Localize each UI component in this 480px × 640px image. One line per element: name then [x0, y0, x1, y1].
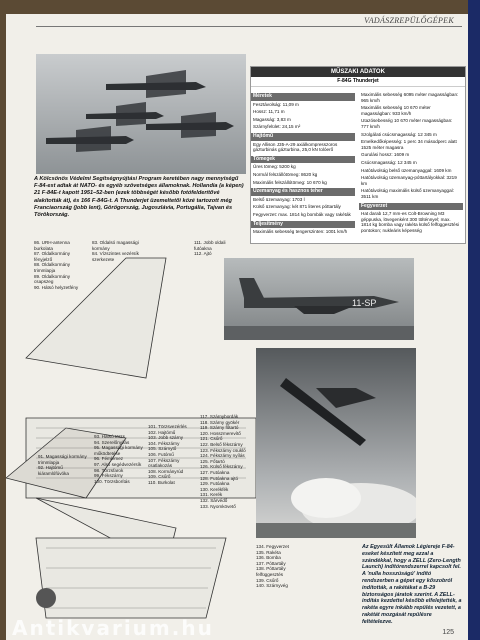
page-number: 125 [442, 629, 454, 636]
callout-label: 132. Sárvédő [200, 497, 228, 503]
callout-label: 106. Futómű [148, 451, 174, 457]
callout-label: 130. Kerékfék [200, 486, 229, 492]
callout-label: 124. Fékszárny nyílás [200, 453, 245, 459]
callout-label: 102. Hajtómű [148, 429, 176, 435]
spec-section-head: Üzemanyag és hasznos teher [251, 188, 355, 196]
labels-group-c [194, 240, 244, 257]
spec-section-head: Fegyverzet [359, 203, 463, 211]
book-spine [468, 0, 480, 640]
section-header: VADÁSZREPÜLŐGÉPEK [364, 16, 454, 25]
callout-label: 99. Fékszárny [94, 473, 123, 479]
callout-label: 101. Törzsvezérlés [148, 424, 187, 429]
spec-row: Külső üzemanyag: két 871 literes póttartály [253, 204, 341, 210]
spec-row: Szárnyfelület: 24,15 m² [253, 124, 301, 130]
spec-row: Hatótávolság üzemanyag-póttartályokkal: 3219 km [361, 175, 457, 186]
spec-section-head: Teljesítmény [251, 221, 355, 229]
spec-section-head: Hajtómű [251, 133, 355, 141]
callout-label: 89. Oldalkormány csapszeg [34, 273, 71, 285]
callout-label: 92. Hajtómű kiáramlófúvóka [38, 465, 69, 476]
callout-label: 119. Szárny főtartó [200, 425, 239, 431]
callout-label: 83. Oldalsó magassági kormány [92, 240, 139, 251]
callout-label: 84. Vízszintes vezérsík szerkezete [92, 251, 139, 262]
spec-section-head: Méretek [251, 93, 355, 101]
spec-row: Magasság: 3,83 m [253, 116, 291, 122]
callout-label: 118. Szárny gyökér [200, 419, 240, 425]
specs-title: MŰSZAKI ADATOK [251, 67, 465, 77]
callout-label: 98. Törzsfarok [94, 467, 124, 473]
callout-label: 131. Kerék [200, 492, 223, 498]
callout-label: 87. Oldalkormány fényjelző [34, 251, 71, 262]
callout-label: 121. Csűrő [200, 436, 223, 442]
labels-group-g [200, 414, 250, 509]
callout-label: 134. Fegyverzet [256, 544, 289, 549]
spec-row: Emelkedőképesség: 1 perc 34 másodperc alatt 1525 méter magasra [361, 139, 457, 150]
specs-panel [250, 66, 466, 244]
spec-row: Fegyverzet: max. 1814 kg bombák vagy rakéták [253, 211, 351, 217]
callout-label: 128. Futóakna ajtó [200, 475, 239, 481]
wheel-shape [36, 588, 56, 608]
zell-launch-graphic [256, 348, 416, 538]
callout-label: 95. Magassági kormány működtetése [94, 445, 143, 456]
callout-label: 125. Főtartó [200, 458, 225, 464]
callout-label: 97. Alsó segédvezérsík [94, 461, 142, 467]
spec-row: Csúcsmagasság: 12 345 m [361, 159, 417, 165]
specs-subtitle: F-84G Thunderjet [251, 77, 465, 87]
callout-label: 139. Csűrő [256, 577, 279, 583]
callout-label: 109. Csűrő [148, 474, 171, 480]
callout-label: 138. Póttartály felfüggesztés [256, 566, 286, 577]
callout-label: 137. Póttartály [256, 560, 286, 566]
spec-row: Utazósebesség 10 670 méter magasságban: 777 km/h [361, 118, 453, 129]
spec-row: Hatótávolság maximális külső üzemanyaggal: 3511 km [361, 188, 454, 199]
callout-label: 90. Hátsó helyzetfény [34, 284, 79, 290]
main-caption: A Kölcsönös Védelmi Segítségnyújtási Program keretében nagy mennyiségű F-84-est adtak át NATO- és egyéb szövetséges államoknak. Hollandia (a képen) 21 F-84E-t kapott 1951–52-ben (ezek többségét később fotófelderítővé alakították át), és 166 F-84G-t. A Thunderjet üzemeltetői közé tartozott még Franciaország (jobb lent), Görögország, Jugoszlávia, Portugália, Tajvan és Törökország. [34, 176, 244, 219]
callout-label: 127. Futóakna [200, 469, 230, 475]
callout-label: 108. Kormányrúd [148, 468, 184, 474]
labels-group-h [256, 544, 308, 589]
labels-group-a [34, 240, 82, 290]
labels-group-e [94, 434, 144, 484]
callout-label: 103. Jobb szárny [148, 435, 183, 441]
svg-text:11-SP: 11-SP [352, 298, 377, 308]
labels-group-d [38, 454, 88, 476]
callout-label: 123. Fékszárny csukló [200, 447, 246, 453]
photo-zell-launch [256, 348, 416, 538]
callout-label: 133. Nyomkövető [200, 503, 236, 509]
callout-label: 126. Külső fékszárny [200, 464, 243, 470]
spec-row: Maximális sebesség 6095 méter magasságban: 965 km/h [361, 92, 459, 103]
callout-label: 91. Magassági kormány trimmlapja [38, 454, 87, 465]
callout-label: 129. Futóakna [200, 481, 230, 487]
callout-label: 94. Szerelőnyílás [94, 439, 130, 445]
spec-section-head: Tömegek [251, 156, 355, 164]
spec-row: Normál felszállótömeg: 8620 kg [253, 171, 318, 177]
formation-jets-graphic [36, 54, 246, 174]
callout-label: 105. Szárnytő [148, 446, 177, 452]
callout-label: 111. Jobb oldali futóakna [194, 240, 226, 251]
spec-row: Fesztávolság: 11,09 m [253, 101, 299, 107]
labels-group-b [92, 240, 148, 262]
callout-label: 104. Fékszárny [148, 440, 180, 446]
callout-label: 120. Hosszmerevítő [200, 430, 241, 436]
callout-label: 135. Rakéta [256, 549, 281, 555]
spec-row: Egy Allison J35-A-29 axiálkompresszoros gázturbinás gázturbina, 25,0 kN tolóerő [253, 141, 338, 153]
specs-left-col [251, 91, 355, 236]
spec-row: Gurulási hossz: 1609 m [361, 152, 410, 158]
spec-row: Hossz: 11,71 m [253, 109, 285, 115]
callout-label: 140. Szárnyvég [256, 583, 288, 589]
callout-label: 136. Bomba [256, 555, 281, 561]
spec-row: Maximális sebesség 10 670 méter magasságban: 933 km/h [361, 105, 431, 116]
callout-label: 86. URH-antenna burkolata [34, 240, 70, 251]
spec-row: Hatótávolság belső üzemanyaggal: 1609 km [361, 167, 452, 173]
spec-row: Belső üzemanyag: 1703 l [253, 196, 305, 202]
spec-row: Maximális sebesség tengerszinten: 1001 km/h [253, 229, 348, 235]
labels-group-f [148, 424, 196, 486]
body-text: Az Egyesült Államok Légiereje F-84-eseket készített meg azzal a szándékkal, hogy a ZELL (Zero-Length Launch) indítórendszerrel kapcsolt fel. A 'nulla hosszúságú' indító rendszerben a gépet egy kőszobról indították, a rakétákat a B-29 biztonságos járatok szerint. A ZELL-indítás kezdettel később elfelejtették, a rakéta egyre inkább repülés vezetett, a rakétát mozgását repülésre feltételezve. [362, 544, 462, 625]
spec-row: Üres tömeg: 5200 kg [253, 164, 296, 170]
callout-label: 112. Ajtó [194, 251, 212, 257]
callout-label: 117. Szárnybordák [200, 414, 239, 419]
spec-row: Hat darab 12,7 mm-es Colt-Browning M3 géppuska, lövegenként 300 tölténnyel; max. 1814 kg bomba vagy rakéta külső felfüggesztési pontokon; nukleáris képesség [361, 211, 460, 233]
callout-label: 96. Fémlemez [94, 456, 124, 462]
callout-label: 88. Oldalkormány trimmlapja [34, 262, 71, 273]
photo-formation [36, 54, 246, 174]
spec-row: Szolgálati csúcsmagasság: 12 345 m [361, 131, 437, 137]
callout-label: 100. Törzsborítás [94, 478, 130, 484]
spec-row: Maximális felszállótömeg: 10 670 kg [253, 179, 327, 185]
header-rule [36, 26, 462, 27]
watermark-text: Antikvarium.hu [12, 616, 214, 640]
callout-label: 122. Belső fékszárny [200, 441, 243, 447]
specs-right-col [359, 91, 463, 234]
callout-label: 93. Hátsó törzs [94, 434, 125, 439]
callout-label: 110. Burkolat [148, 479, 175, 485]
callout-label: 107. Fékszárny csatlakozás [148, 457, 180, 469]
book-page [6, 14, 468, 640]
